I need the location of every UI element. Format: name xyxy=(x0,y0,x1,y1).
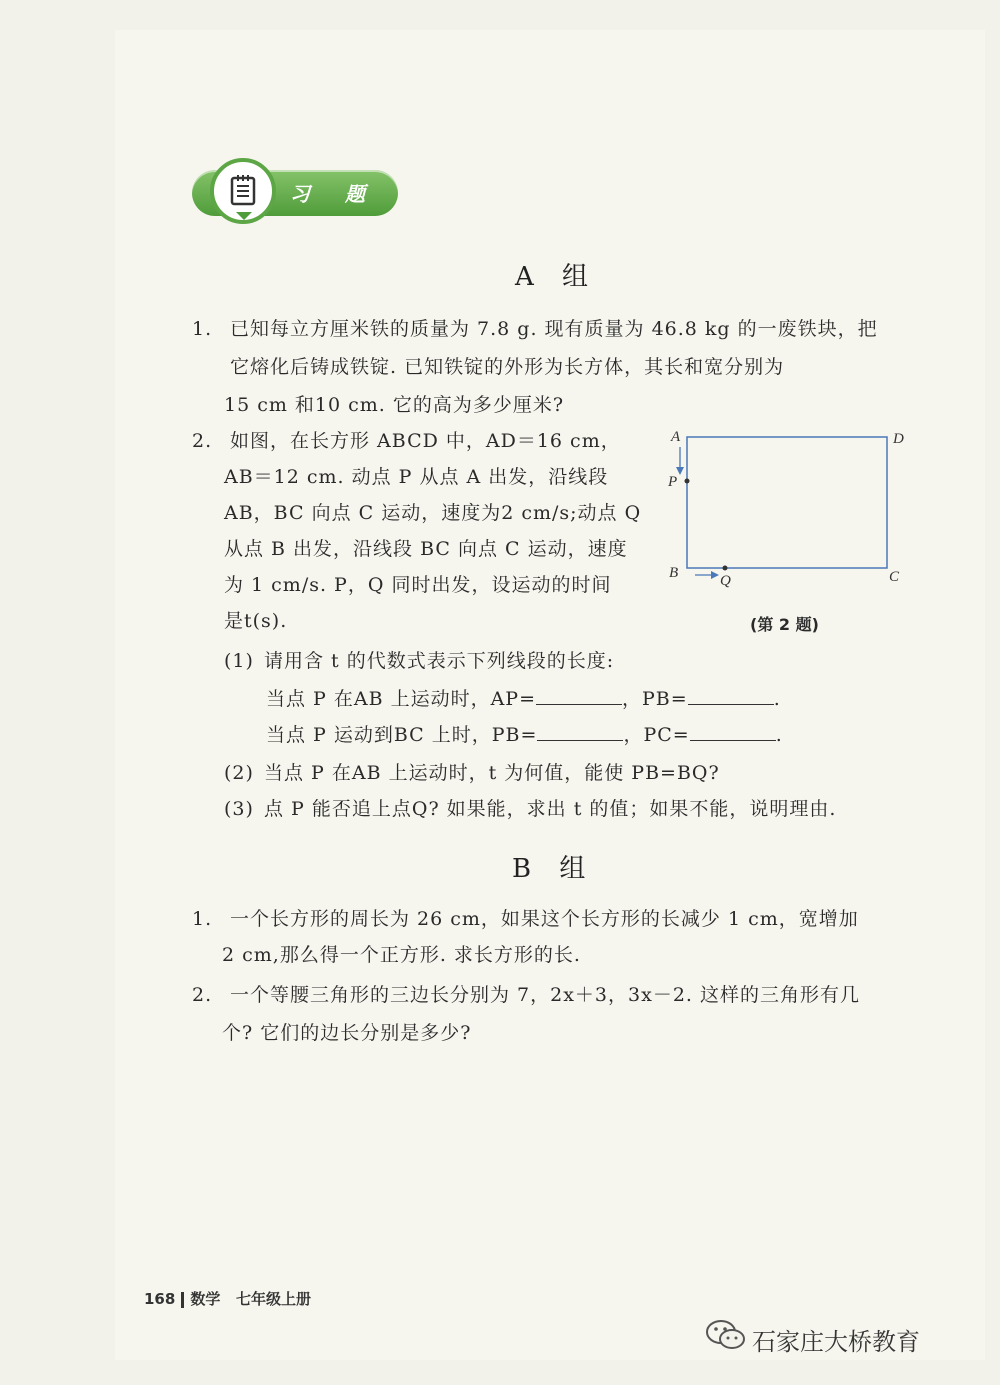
a-q1-number: 1. xyxy=(192,318,213,340)
answer-blank-pc[interactable] xyxy=(690,720,776,741)
rectangle-abcd xyxy=(687,437,887,568)
point-q xyxy=(723,566,728,571)
banner-pointer-icon xyxy=(236,212,252,220)
label-d: D xyxy=(893,431,904,447)
b-q2-line-1: 2. 一个等腰三角形的三边长分别为 7，2x＋3，3x－2. 这样的三角形有几 xyxy=(192,976,860,1014)
page-footer xyxy=(144,1288,311,1309)
watermark-text: 石家庄大桥教育 xyxy=(752,1328,920,1356)
a-q2-sub2: (2) 当点 P 在AB 上运动时，t 为何值，能使 PB=BQ? xyxy=(224,762,720,784)
answer-blank-pb-bc[interactable] xyxy=(537,720,623,741)
group-b-title: B 组 xyxy=(512,854,596,884)
label-q: Q xyxy=(720,573,731,589)
label-p: P xyxy=(668,474,678,490)
a-q2-line-4: 从点 B 出发，沿线段 BC 向点 C 运动，速度 xyxy=(224,538,628,560)
b-q1-line-1: 1. 一个长方形的周长为 26 cm，如果这个长方形的长减少 1 cm，宽增加 xyxy=(192,900,859,938)
b-q2-number: 2. xyxy=(192,984,213,1006)
label-b: B xyxy=(669,565,679,581)
footer-subject: 数学 xyxy=(190,1290,221,1308)
b-q2-line-2: 个? 它们的边长分别是多少? xyxy=(222,1022,472,1044)
wechat-icon xyxy=(705,1318,747,1352)
a-q2-line-1: 2. 如图，在长方形 ABCD 中，AD＝16 cm， xyxy=(192,422,621,460)
page-number: 168 xyxy=(144,1290,176,1308)
a-q1-line-2: 它熔化后铸成铁锭. 已知铁锭的外形为长方体，其长和宽分别为 xyxy=(230,356,785,378)
b-q1-line-2: 2 cm,那么得一个正方形. 求长方形的长. xyxy=(222,944,581,966)
a-q2-line-6: 是t(s). xyxy=(224,610,288,632)
a-q2-sub1-row-1: 当点 P 在AB 上运动时，AP= ，PB= . xyxy=(266,680,781,718)
b-q1-number: 1. xyxy=(192,908,213,930)
point-p xyxy=(685,479,690,484)
a-q2-number: 2. xyxy=(192,430,213,452)
a-q2-sub3: (3) 点 P 能否追上点Q? 如果能，求出 t 的值；如果不能，说明理由. xyxy=(224,798,837,820)
a-q2-line-3: AB，BC 向点 C 运动，速度为2 cm/s;动点 Q xyxy=(224,502,642,524)
figure-caption: (第 2 题) xyxy=(750,615,819,634)
a-q2-line-2: AB＝12 cm. 动点 P 从点 A 出发，沿线段 xyxy=(224,466,609,488)
rectangle-figure xyxy=(665,425,915,600)
answer-blank-ap[interactable] xyxy=(536,684,622,705)
arrow-a-down-head xyxy=(676,467,684,475)
a-q2-sub1-row-2: 当点 P 运动到BC 上时，PB= ，PC= . xyxy=(266,716,783,754)
group-a-title: A 组 xyxy=(515,262,599,292)
answer-blank-pb[interactable] xyxy=(688,684,774,705)
arrow-b-right-head xyxy=(711,571,719,579)
label-c: C xyxy=(889,569,900,585)
footer-separator xyxy=(181,1292,184,1308)
section-label: 习 题 xyxy=(290,182,379,206)
a-q2-line-5: 为 1 cm/s. P，Q 同时出发，设运动的时间 xyxy=(224,574,612,596)
notepad-icon xyxy=(230,174,256,206)
a-q1-line-3: 15 cm 和10 cm. 它的高为多少厘米? xyxy=(224,394,565,416)
footer-grade: 七年级上册 xyxy=(236,1290,312,1308)
a-q2-sub1: (1) 请用含 t 的代数式表示下列线段的长度: xyxy=(224,650,615,672)
label-a: A xyxy=(671,429,681,445)
a-q1-line-1: 1. 已知每立方厘米铁的质量为 7.8 g. 现有质量为 46.8 kg 的一废铁块，把 xyxy=(192,310,878,348)
